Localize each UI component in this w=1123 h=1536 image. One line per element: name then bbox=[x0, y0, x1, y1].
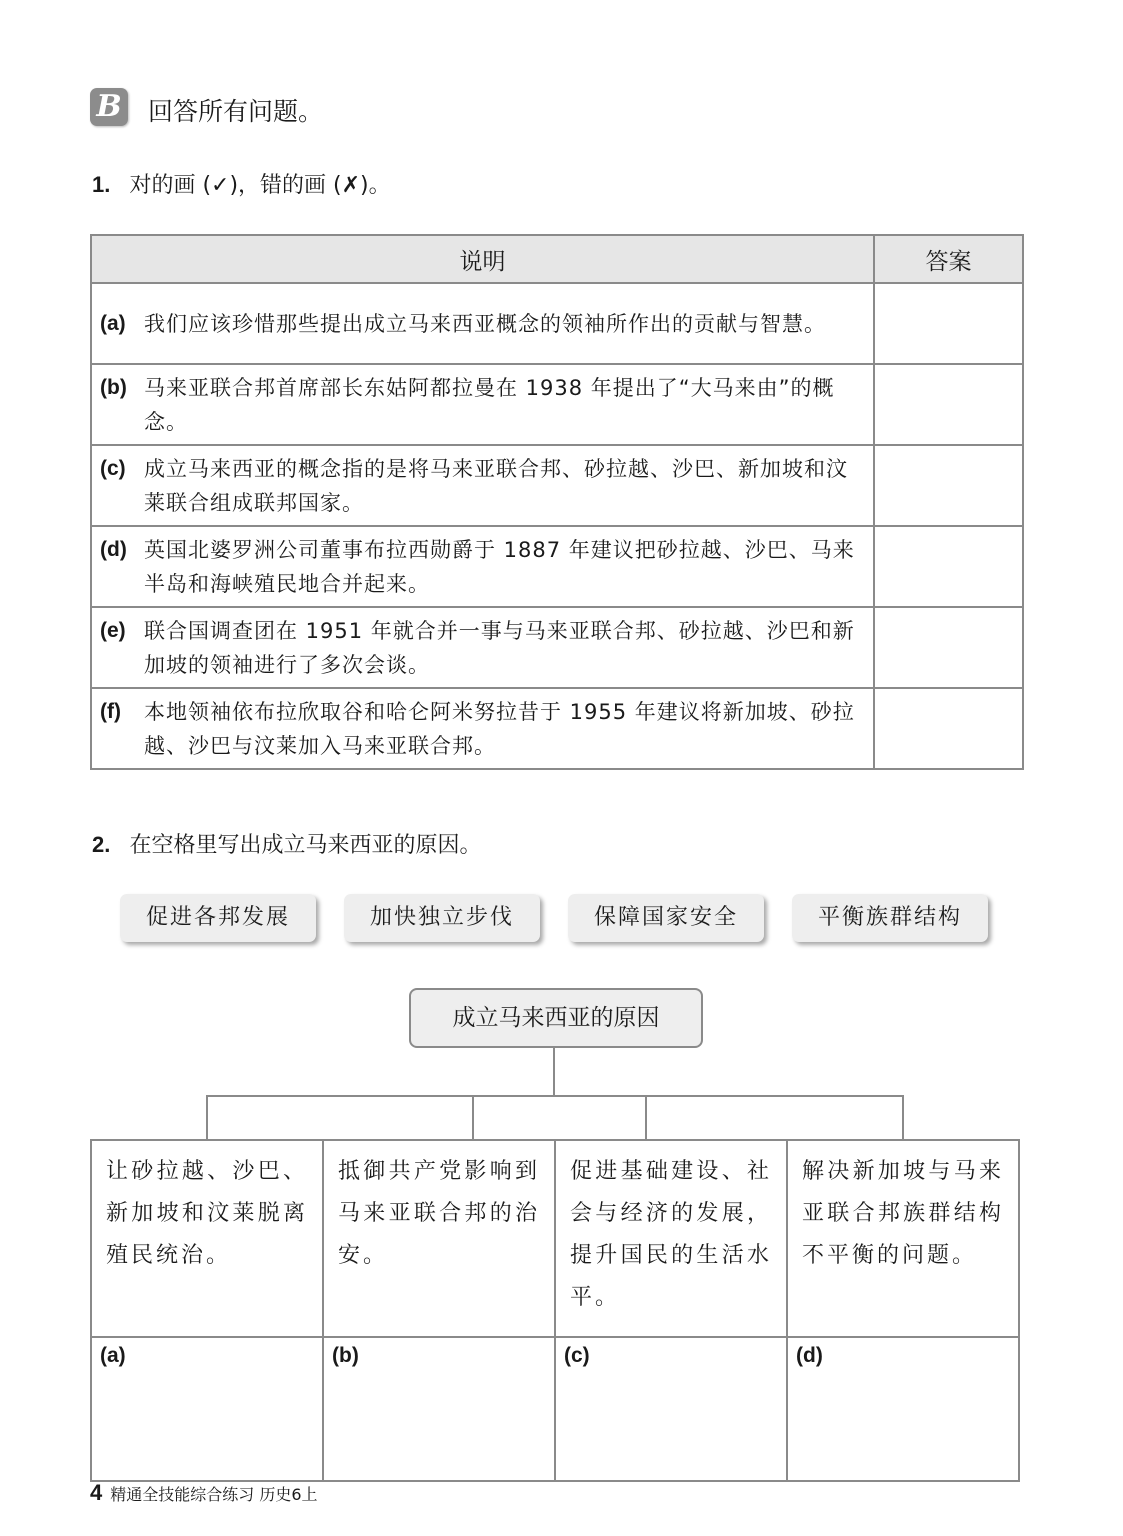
page-number: 4 bbox=[90, 1480, 103, 1505]
row-letter: (a) bbox=[100, 311, 126, 335]
table-row bbox=[91, 283, 1023, 364]
row-statement: 英国北婆罗洲公司董事布拉西勋爵于 1887 年建议把砂拉越、沙巴、马来半岛和海峡殖民地合并起来。 bbox=[144, 537, 855, 596]
row-statement: 本地领袖依布拉欣取谷和哈仑阿米努拉昔于 1955 年建议将新加坡、砂拉越、沙巴与汶莱加入马来亚联合邦。 bbox=[144, 699, 855, 758]
row-letter: (c) bbox=[100, 456, 126, 480]
blank-label: (b) bbox=[332, 1344, 359, 1367]
question-2-heading bbox=[92, 828, 481, 859]
connector-line bbox=[902, 1095, 904, 1140]
blank-label: (a) bbox=[100, 1344, 126, 1367]
true-false-table bbox=[90, 234, 1024, 770]
row-statement: 联合国调查团在 1951 年就合并一事与马来亚联合邦、砂拉越、沙巴和新加坡的领袖进行了多次会谈。 bbox=[144, 618, 855, 677]
header-answer: 答案 bbox=[874, 235, 1023, 283]
answer-cell[interactable] bbox=[874, 688, 1023, 769]
answer-cell[interactable] bbox=[874, 283, 1023, 364]
question-number: 1. bbox=[92, 172, 111, 197]
reason-description: 抵御共产党影响到马来亚联合邦的治安。 bbox=[323, 1140, 555, 1337]
connector-line bbox=[206, 1095, 904, 1097]
option-box: 加快独立步伐 bbox=[344, 894, 540, 942]
table-row bbox=[91, 526, 1023, 607]
reason-description: 解决新加坡与马来亚联合邦族群结构不平衡的问题。 bbox=[787, 1140, 1019, 1337]
question-number: 2. bbox=[92, 832, 111, 857]
reason-description: 促进基础建设、社会与经济的发展，提升国民的生活水平。 bbox=[555, 1140, 787, 1337]
section-title: 回答所有问题。 bbox=[148, 97, 324, 126]
book-title: 精通全技能综合练习 历史6上 bbox=[110, 1485, 318, 1504]
row-letter: (d) bbox=[100, 537, 127, 561]
option-box: 保障国家安全 bbox=[568, 894, 764, 942]
row-letter: (f) bbox=[100, 699, 121, 723]
answer-blank-d[interactable] bbox=[787, 1337, 1019, 1481]
section-b-badge: B bbox=[90, 88, 128, 126]
page-footer bbox=[90, 1480, 318, 1506]
row-statement: 成立马来西亚的概念指的是将马来亚联合邦、砂拉越、沙巴、新加坡和汶莱联合组成联邦国家。 bbox=[144, 456, 848, 515]
table-row bbox=[91, 445, 1023, 526]
option-box: 促进各邦发展 bbox=[120, 894, 316, 942]
blank-label: (c) bbox=[564, 1344, 590, 1367]
connector-line bbox=[553, 1046, 555, 1096]
question-1-heading bbox=[92, 168, 391, 199]
option-box: 平衡族群结构 bbox=[792, 894, 988, 942]
row-statement: 我们应该珍惜那些提出成立马来西亚概念的领袖所作出的贡献与智慧。 bbox=[144, 311, 826, 336]
answer-blank-a[interactable] bbox=[91, 1337, 323, 1481]
row-letter: (b) bbox=[100, 375, 127, 399]
connector-line bbox=[472, 1095, 474, 1140]
answer-blank-c[interactable] bbox=[555, 1337, 787, 1481]
table-row bbox=[91, 688, 1023, 769]
header-statement: 说明 bbox=[91, 235, 874, 283]
diagram-center-box: 成立马来西亚的原因 bbox=[409, 988, 703, 1048]
question-instruction: 在空格里写出成立马来西亚的原因。 bbox=[129, 833, 482, 858]
connector-line bbox=[206, 1095, 208, 1140]
reasons-table bbox=[90, 1139, 1020, 1482]
answer-cell[interactable] bbox=[874, 607, 1023, 688]
table-row bbox=[91, 607, 1023, 688]
answer-blank-b[interactable] bbox=[323, 1337, 555, 1481]
row-letter: (e) bbox=[100, 618, 126, 642]
question-instruction: 对的画 (✓)，错的画 (✗)。 bbox=[129, 173, 391, 198]
answer-cell[interactable] bbox=[874, 364, 1023, 445]
reason-description: 让砂拉越、沙巴、新加坡和汶莱脱离殖民统治。 bbox=[91, 1140, 323, 1337]
answer-cell[interactable] bbox=[874, 445, 1023, 526]
connector-line bbox=[645, 1095, 647, 1140]
table-row bbox=[91, 364, 1023, 445]
answer-cell[interactable] bbox=[874, 526, 1023, 607]
row-statement: 马来亚联合邦首席部长东姑阿都拉曼在 1938 年提出了“大马来由”的概念。 bbox=[144, 375, 835, 434]
blank-label: (d) bbox=[796, 1344, 823, 1367]
